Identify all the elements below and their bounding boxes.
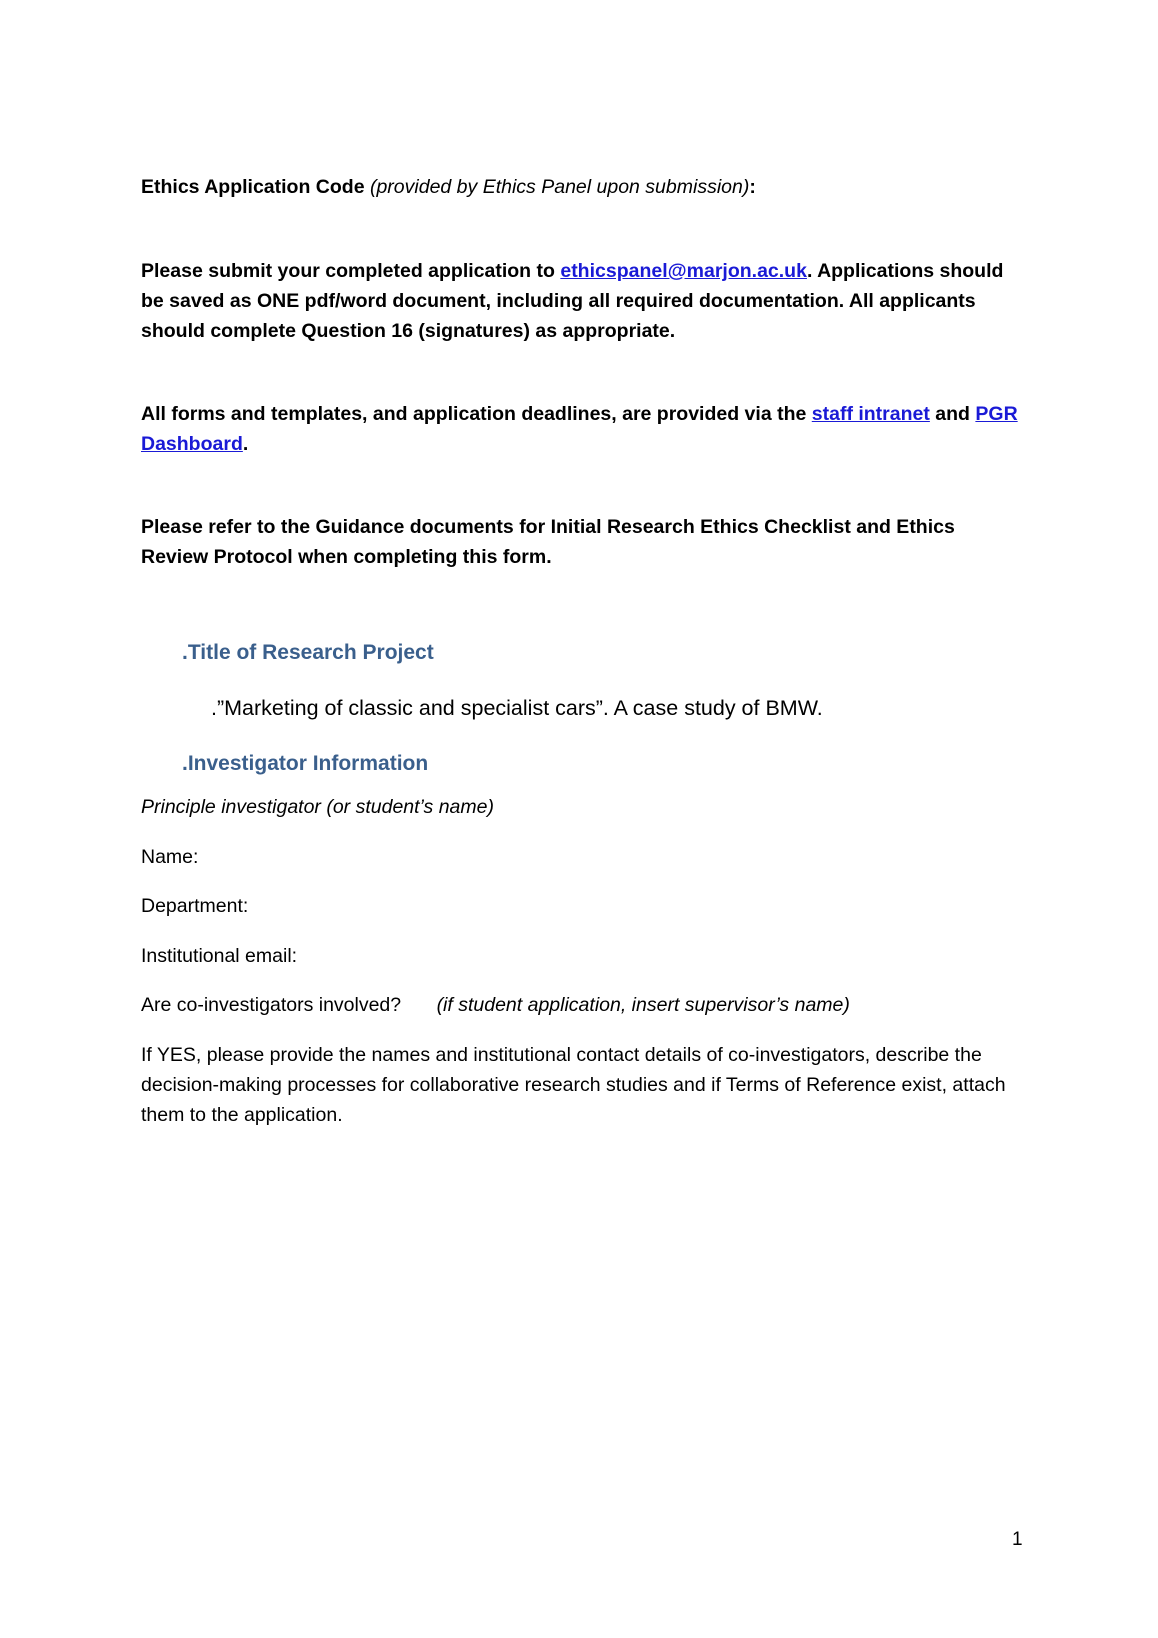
coinvestigators-line <box>141 990 1021 1020</box>
submission-text-after: . Applications should be saved as ONE pdf/word document, including all required documentation. All applicants should complete Question 16 (signatures) as appropriate. <box>141 260 1004 342</box>
ethics-code-label: Ethics Application Code <box>141 176 365 198</box>
ethics-code-line <box>141 172 1021 202</box>
ethics-code-note: (provided by Ethics Panel upon submission) <box>369 176 750 198</box>
pgr-dashboard-link[interactable]: PGR Dashboard <box>141 403 1018 455</box>
forms-text-before: All forms and templates, and application deadlines, are provided via the <box>141 403 812 425</box>
forms-paragraph <box>141 399 1021 459</box>
ethics-email-link[interactable]: ethicspanel@marjon.ac.uk <box>560 260 807 282</box>
section-title-investigator-info: .Investigator Information <box>182 752 429 775</box>
page-number: 1 <box>1012 1529 1023 1550</box>
section-title-research-project: .Title of Research Project <box>182 641 434 664</box>
document-body <box>141 170 1021 1130</box>
institutional-email-label: Institutional email: <box>141 945 298 967</box>
if-yes-paragraph: If YES, please provide the names and institutional contact details of co-investigators, describe the decision-making processes for collaborative research studies and if Terms of Reference exist, attach them to the application. <box>141 1044 1006 1126</box>
forms-text-mid: and <box>929 403 976 425</box>
name-field-label: Name: <box>141 846 199 868</box>
coinvestigators-question: Are co-investigators involved? <box>141 994 402 1016</box>
submission-paragraph <box>141 256 1021 346</box>
staff-intranet-link[interactable]: staff intranet <box>811 403 930 425</box>
principal-investigator-label: Principle investigator (or student’s name) <box>141 796 494 818</box>
coinvestigators-note: (if student application, insert supervisor’s name) <box>436 994 850 1016</box>
ethics-code-colon: : <box>749 176 756 198</box>
project-title-text: .”Marketing of classic and specialist cars”. A case study of BMW. <box>211 696 823 720</box>
forms-text-after: . <box>242 433 249 455</box>
guidance-paragraph: Please refer to the Guidance documents for Initial Research Ethics Checklist and Ethics Review Protocol when completing this form. <box>141 516 955 568</box>
submission-text-before: Please submit your completed application to <box>141 260 561 282</box>
department-field-label: Department: <box>141 895 249 917</box>
